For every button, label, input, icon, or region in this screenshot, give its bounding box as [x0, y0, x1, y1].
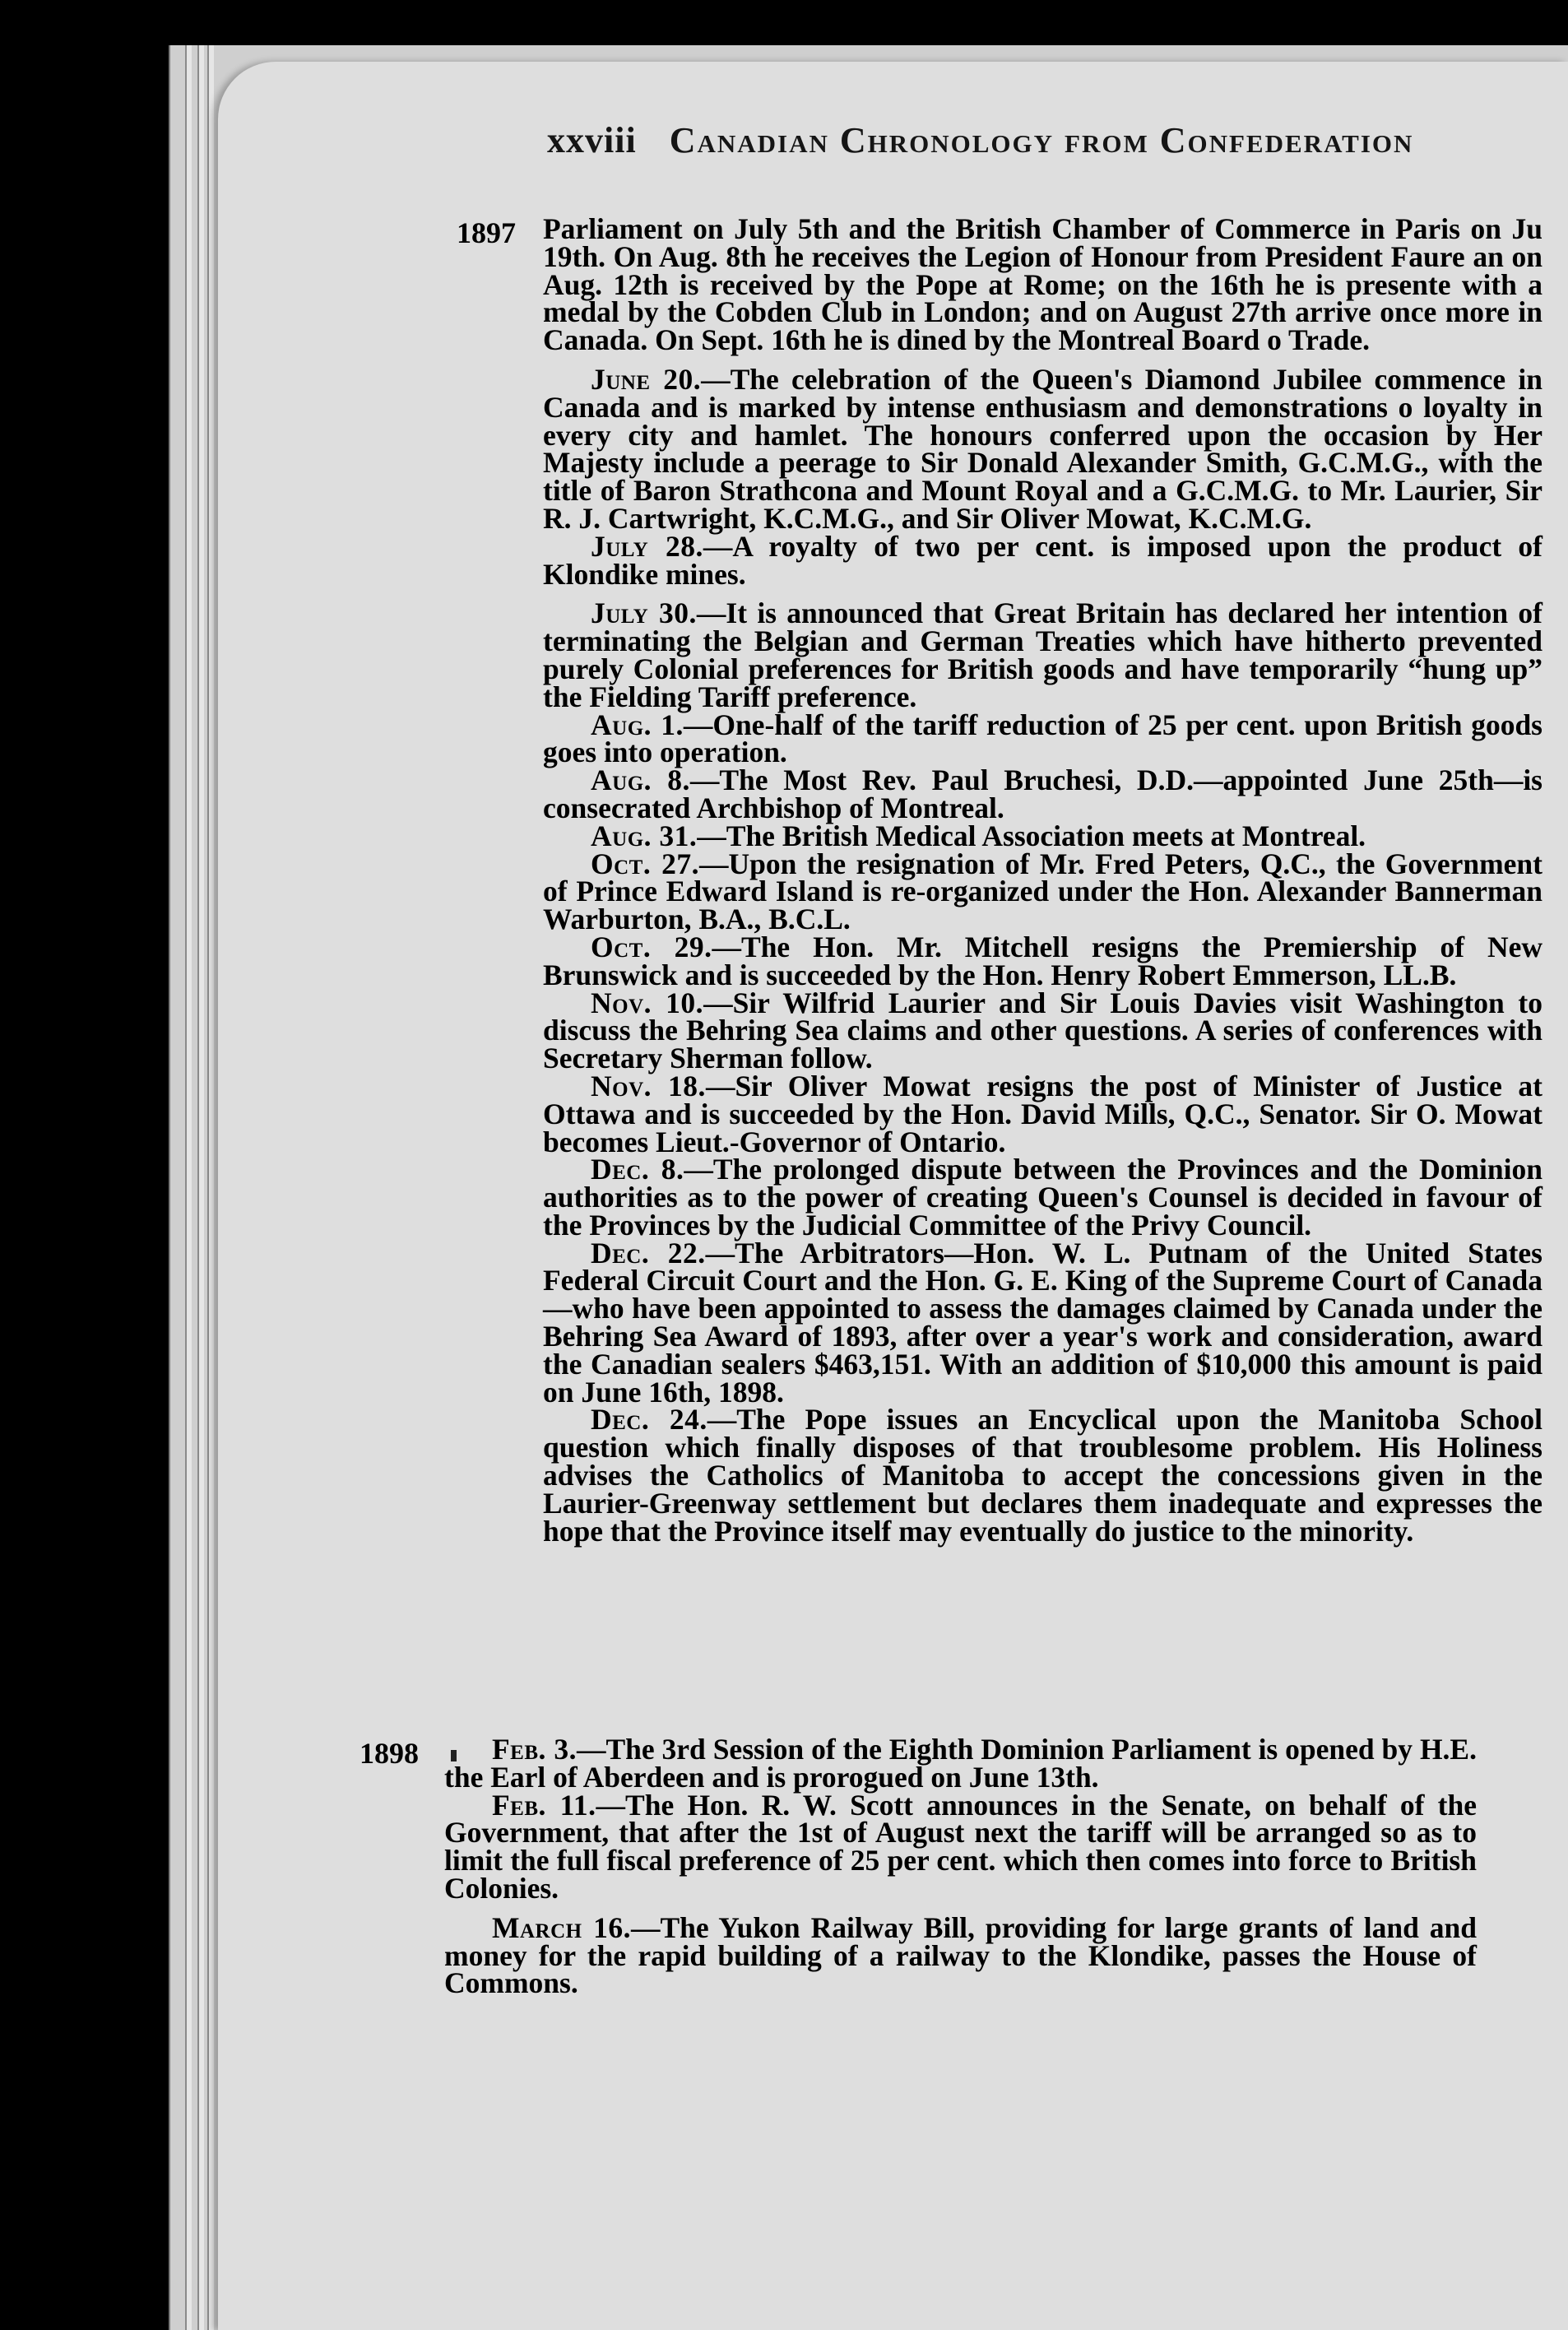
- entry-march-16: March 16.—The Yukon Railway Bill, providing for large grants of land and money for the rapid building of a railway to the Klondike, passes the House of Commons.: [444, 1910, 1477, 2000]
- entry-july-28: July 28.—A royalty of two per cent. is imposed upon the product of Klondike mines.: [543, 529, 1542, 591]
- year-1898: 1898: [360, 1737, 419, 1770]
- entry-aug-8: Aug. 8.—The Most Rev. Paul Bruchesi, D.D.—appointed June 25th—is consecrated Archbishop of Montreal.: [543, 764, 1542, 824]
- page-stack-edge: [197, 45, 204, 2330]
- entry-feb-3: Feb. 3.—The 3rd Session of the Eighth Dominion Parliament is opened by H.E. the Earl of Aberdeen and is prorogued on June 13th.: [444, 1733, 1477, 1794]
- entry-continuation: Parliament on July 5th and the British Chamber of Commerce in Paris on Ju 19th. On Aug. 8th he receives the Legion of Honour from President Faure an on Aug. 12th is received by the Pope at Rome; on the 16th he is presente with a medal by the Cobden Club in London; and on August 27th arrive once more in Canada. On Sept. 16th he is dined by the Montreal Board o Trade.: [543, 212, 1542, 357]
- year-1897: 1897: [457, 216, 516, 249]
- entry-nov-10: Nov. 10.—Sir Wilfrid Laurier and Sir Louis Davies visit Washington to discuss the Behring Sea claims and other questions. A series of conferences with Secretary Sherman follow.: [543, 986, 1542, 1075]
- entry-aug-1: Aug. 1.—One-half of the tariff reduction of 25 per cent. upon British goods goes into operation.: [543, 708, 1542, 769]
- entry-dec-22: Dec. 22.—The Arbitrators—Hon. W. L. Putnam of the United States Federal Circuit Court and the Hon. G. E. King of the Supreme Court of Canada—who have been appointed to assess the damages claimed by Canada under the Behring Sea Award of 1893, after over a year's work and consideration, award the Canadian sealers $463,151. With an addition of $10,000 this amount is paid on June 16th, 1898.: [543, 1236, 1542, 1409]
- chronology-1898: [444, 1733, 1477, 2000]
- entry-aug-31: Aug. 31.—The British Medical Association meets at Montreal.: [591, 819, 1366, 852]
- entry-july-30: July 30.—It is announced that Great Britain has declared her intention of terminating the Belgian and German Treaties which have hitherto prevented purely Colonial preferences for British goods and have temporarily “hung up” the Fielding Tariff preference.: [543, 596, 1542, 713]
- entry-june-20: June 20.—The celebration of the Queen's Diamond Jubilee commence in Canada and is marked by intense enthusiasm and demonstrations o loyalty in every city and hamlet. The honours conferred upon the occasion by Her Majesty include a peerage to Sir Donald Alexander Smith, G.C.M.G., with the title of Baron Strathcona and Mount Royal and a G.C.M.G. to Mr. Laurier, Sir R. J. Cartwright, K.C.M.G., and Sir Oliver Mowat, K.C.M.G.: [543, 362, 1542, 535]
- entry-oct-29: Oct. 29.—The Hon. Mr. Mitchell resigns the Premiership of New Brunswick and is succeeded by the Hon. Henry Robert Emmerson, LL.B.: [543, 930, 1543, 991]
- page-stack-edge: [207, 45, 214, 2330]
- entry-dec-8: Dec. 8.—The prolonged dispute between the Provinces and the Dominion authorities as to the power of creating Queen's Counsel is decided in favour of the Provinces by the Judicial Committee of the Privy Council.: [543, 1153, 1542, 1242]
- entry-oct-27: Oct. 27.—Upon the resignation of Mr. Fred Peters, Q.C., the Government of Prince Edward Island is re-organized under the Hon. Alexander Bannerman Warburton, B.A., B.C.L.: [543, 847, 1542, 936]
- running-title: Canadian Chronology from Confederation: [669, 120, 1414, 160]
- entry-nov-18: Nov. 18.—Sir Oliver Mowat resigns the post of Minister of Justice at Ottawa and is succeeded by the Hon. David Mills, Q.C., Senator. Sir O. Mowat becomes Lieut.-Governor of Ontario.: [543, 1069, 1543, 1158]
- running-header: [547, 119, 1555, 161]
- entry-dec-24: Dec. 24.—The Pope issues an Encyclical upon the Manitoba School question which finally disposes of that troublesome problem. His Holiness advises the Catholics of Manitoba to accept the concessions given in the Laurier-Greenway settlement but declares them inadequate and expresses the hope that the Province itself may eventually do justice to the minority.: [543, 1403, 1542, 1548]
- entry-feb-11: Feb. 11.—The Hon. R. W. Scott announces in the Senate, on behalf of the Government, that after the 1st of August next the tariff will be arranged so as to limit the full fiscal preference of 25 per cent. which then comes into force to British Colonies.: [444, 1788, 1477, 1905]
- page-number: xxviii: [547, 120, 637, 160]
- chronology-1897: [543, 212, 1543, 1548]
- page-stack-edge: [185, 45, 192, 2330]
